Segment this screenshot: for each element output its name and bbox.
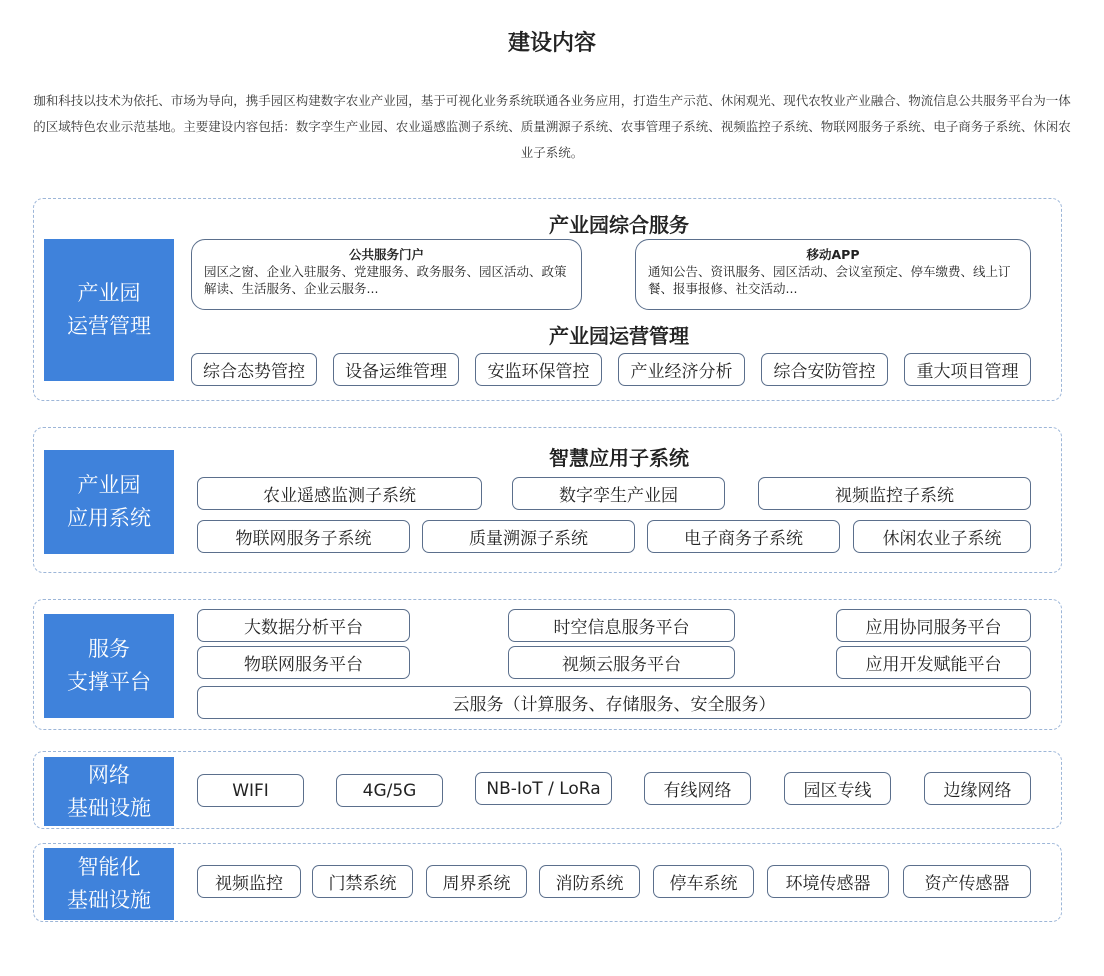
platform-item: 应用开发赋能平台 — [836, 646, 1031, 679]
cloud-services: 云服务（计算服务、存储服务、安全服务） — [197, 686, 1031, 719]
side-label-line1: 产业园 — [77, 473, 141, 497]
layer-smart-label — [44, 848, 174, 920]
layer-network-label — [44, 757, 174, 826]
app-subsystem: 质量溯源子系统 — [422, 520, 635, 553]
network-item: 边缘网络 — [924, 772, 1031, 805]
layer-application — [33, 427, 1062, 573]
app-heading: 智慧应用子系统 — [549, 446, 689, 470]
smart-item: 门禁系统 — [312, 865, 413, 898]
layer-application-label — [44, 450, 174, 554]
smart-item: 环境传感器 — [767, 865, 889, 898]
layer-platform — [33, 599, 1062, 730]
app-subsystem: 电子商务子系统 — [647, 520, 840, 553]
network-item: NB-IoT / LoRa — [475, 772, 612, 805]
public-portal-title: 公共服务门户 — [348, 247, 424, 262]
mobile-app-box — [635, 239, 1031, 310]
network-item: 园区专线 — [784, 772, 891, 805]
layer-operations-label — [44, 239, 174, 381]
page-title: 建设内容 — [507, 31, 596, 56]
platform-item: 时空信息服务平台 — [508, 609, 735, 642]
network-item: 有线网络 — [644, 772, 751, 805]
platform-item: 大数据分析平台 — [197, 609, 410, 642]
platform-item: 视频云服务平台 — [508, 646, 735, 679]
app-subsystem: 物联网服务子系统 — [197, 520, 410, 553]
service-heading: 产业园综合服务 — [549, 213, 689, 237]
ops-item: 综合态势管控 — [191, 353, 317, 386]
app-subsystem: 休闲农业子系统 — [853, 520, 1031, 553]
side-label-line2: 应用系统 — [67, 506, 151, 530]
ops-item: 设备运维管理 — [333, 353, 459, 386]
app-subsystem: 农业遥感监测子系统 — [197, 477, 482, 510]
network-item: 4G/5G — [336, 774, 443, 807]
ops-item: 综合安防管控 — [761, 353, 888, 386]
layer-smart — [33, 843, 1062, 922]
smart-item: 视频监控 — [197, 865, 301, 898]
app-subsystem: 数字孪生产业园 — [512, 477, 725, 510]
ops-item: 安监环保管控 — [475, 353, 602, 386]
ops-item: 产业经济分析 — [618, 353, 745, 386]
side-label-line1: 产业园 — [77, 281, 141, 305]
platform-item: 应用协同服务平台 — [836, 609, 1031, 642]
layer-platform-label — [44, 614, 174, 718]
smart-item: 消防系统 — [539, 865, 640, 898]
intro-paragraph: 珈和科技以技术为依托、市场为导向，携手园区构建数字农业产业园，基于可视化业务系统联通各业务应用，打造生产示范、休闲观光、现代农牧业产业融合、物流信息公共服务平台为一体的区域特色农业示范基地。主要建设内容包括：数字孪生产业园、农业遥感监测子系统、质量溯源子系统、农事管理子系统、视频监控子系统、物联网服务子系统、电子商务子系统、休闲农业子系统。 — [33, 93, 1071, 160]
layer-operations — [33, 198, 1062, 401]
layer-network — [33, 751, 1062, 829]
side-label-line2: 支撑平台 — [67, 670, 151, 694]
side-label-line1: 网络 — [88, 762, 130, 787]
public-portal-box — [191, 239, 582, 310]
mobile-app-text: 通知公告、资讯服务、园区活动、会议室预定、停车缴费、线上订餐、报事报修、社交活动... — [648, 264, 1011, 296]
side-label-line1: 智能化 — [77, 855, 141, 879]
smart-item: 周界系统 — [426, 865, 527, 898]
app-subsystem: 视频监控子系统 — [758, 477, 1031, 510]
public-portal-text: 园区之窗、企业入驻服务、党建服务、政务服务、园区活动、政策解读、生活服务、企业云服务... — [204, 264, 567, 296]
ops-item: 重大项目管理 — [904, 353, 1031, 386]
side-label-line2: 基础设施 — [67, 795, 151, 820]
side-label-line2: 运营管理 — [67, 314, 151, 338]
network-item: WIFI — [197, 774, 304, 807]
mobile-app-title: 移动APP — [806, 247, 860, 262]
smart-item: 停车系统 — [653, 865, 754, 898]
smart-item: 资产传感器 — [903, 865, 1031, 898]
platform-item: 物联网服务平台 — [197, 646, 410, 679]
side-label-line2: 基础设施 — [67, 888, 151, 912]
mgmt-heading: 产业园运营管理 — [549, 324, 689, 348]
side-label-line1: 服务 — [88, 637, 130, 661]
